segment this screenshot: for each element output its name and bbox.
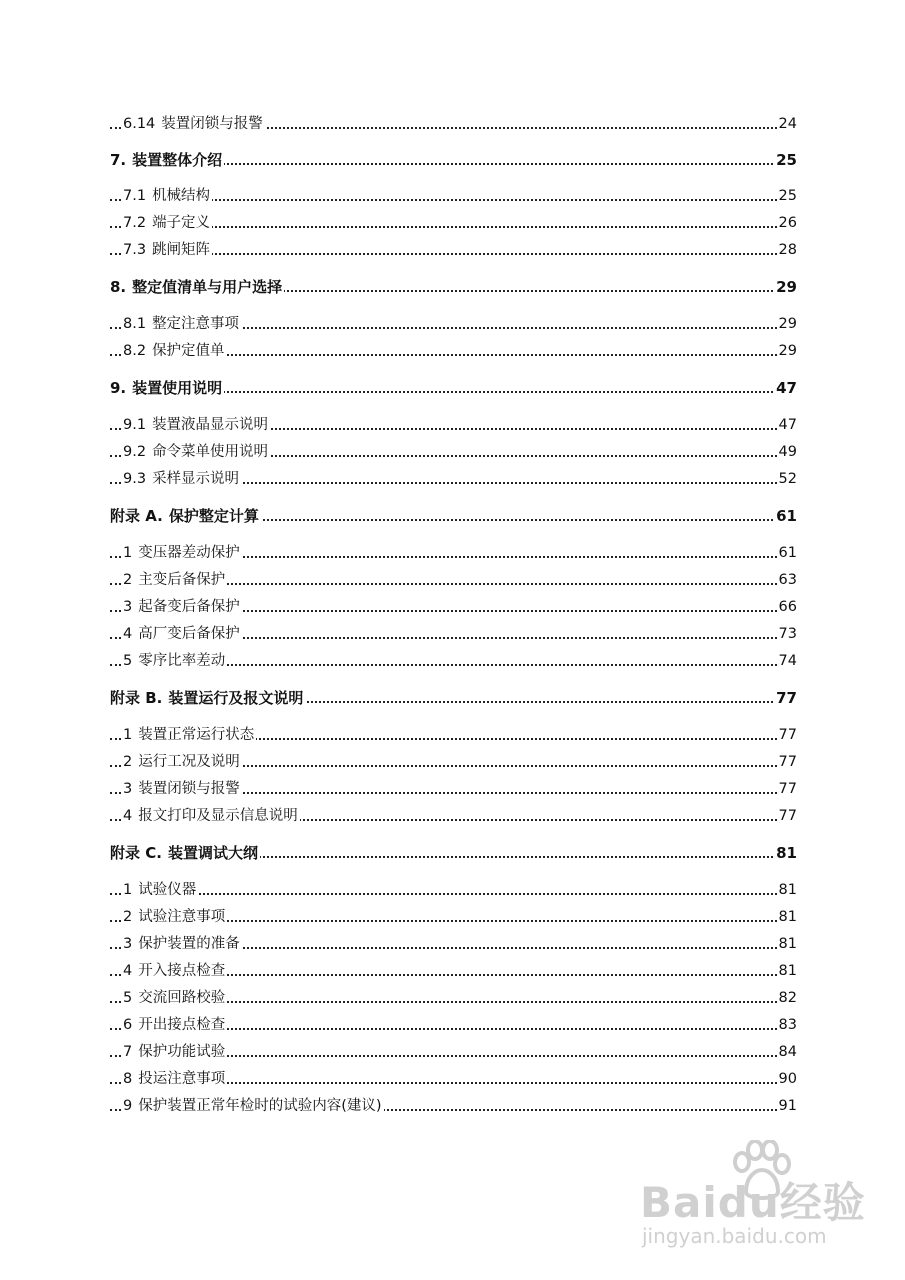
toc-entry	[0, 595, 905, 619]
entry-title: 零序比率差动	[138, 653, 226, 669]
entry-page-number: 24	[777, 112, 797, 136]
entry-page-number: 61	[777, 541, 797, 565]
entry-title: 装置闭锁与报警	[161, 116, 263, 132]
toc-entry	[0, 649, 905, 673]
entry-title: 装置运行及报文说明	[168, 689, 304, 707]
entry-number: 5	[123, 990, 133, 1006]
entry-page-number: 25	[777, 184, 797, 208]
entry-page-number: 77	[777, 804, 797, 828]
entry-number: 1	[123, 882, 133, 898]
toc-entry	[0, 986, 905, 1010]
entry-label	[123, 211, 212, 235]
toc-entry	[0, 238, 905, 262]
toc-entry	[0, 1067, 905, 1091]
toc-entry	[0, 841, 905, 865]
entry-number: 9	[123, 1098, 133, 1114]
toc-entry	[0, 413, 905, 437]
toc-entry	[0, 275, 905, 299]
entry-page-number: 49	[777, 440, 797, 464]
entry-number: 7	[123, 1044, 133, 1060]
entry-number: 3	[123, 936, 133, 952]
entry-number: 8.1	[123, 316, 147, 332]
entry-label	[123, 413, 270, 437]
entry-number: 7.	[110, 151, 127, 169]
toc-entry	[0, 723, 905, 747]
entry-page-number: 52	[777, 467, 797, 491]
entry-number: 7.2	[123, 215, 147, 231]
toc-entry	[0, 804, 905, 828]
entry-title: 投运注意事项	[138, 1071, 226, 1087]
dot-leader	[110, 226, 797, 228]
entry-page-number: 91	[777, 1094, 797, 1118]
entry-label	[123, 1067, 227, 1091]
entry-number: 2	[123, 572, 133, 588]
entry-label	[123, 339, 227, 363]
entry-number: 4	[123, 626, 133, 642]
entry-label	[123, 541, 242, 565]
entry-title: 整定注意事项	[152, 316, 240, 332]
toc-entry	[0, 568, 905, 592]
entry-title: 装置液晶显示说明	[152, 417, 269, 433]
entry-label	[123, 750, 242, 774]
entry-number: 5	[123, 653, 133, 669]
dot-leader	[110, 199, 797, 201]
entry-number: 9.	[110, 379, 127, 397]
entry-number: 8	[123, 1071, 133, 1087]
baidu-watermark	[640, 1140, 870, 1250]
entry-page-number: 63	[777, 568, 797, 592]
entry-title: 试验注意事项	[138, 909, 226, 925]
entry-page-number: 90	[777, 1067, 797, 1091]
entry-title: 报文打印及显示信息说明	[138, 808, 298, 824]
dot-leader	[110, 253, 797, 255]
entry-page-number: 81	[774, 841, 797, 865]
entry-page-number: 66	[777, 595, 797, 619]
entry-title: 试验仪器	[138, 882, 197, 898]
entry-page-number: 28	[777, 238, 797, 262]
entry-number: 6.14	[123, 116, 156, 132]
toc-entry	[0, 504, 905, 528]
watermark-url: jingyan.baidu.com	[642, 1224, 827, 1248]
entry-title: 起备变后备保护	[138, 599, 240, 615]
entry-label	[110, 841, 260, 865]
entry-title: 保护定值单	[152, 343, 225, 359]
dot-leader	[110, 893, 797, 895]
entry-title: 机械结构	[152, 188, 211, 204]
entry-title: 跳闸矩阵	[152, 242, 211, 258]
entry-label	[123, 184, 212, 208]
watermark-brand: Baidu经验	[640, 1178, 866, 1227]
entry-title: 运行工况及说明	[138, 754, 240, 770]
entry-page-number: 29	[777, 312, 797, 336]
entry-label	[123, 595, 242, 619]
entry-label	[123, 622, 242, 646]
entry-page-number: 84	[777, 1040, 797, 1064]
entry-number: 8.2	[123, 343, 147, 359]
entry-number: 2	[123, 754, 133, 770]
toc-entry	[0, 211, 905, 235]
entry-page-number: 82	[777, 986, 797, 1010]
toc-entry	[0, 339, 905, 363]
entry-number: 2	[123, 909, 133, 925]
entry-title: 装置调试大纲	[167, 844, 258, 862]
entry-page-number: 81	[777, 959, 797, 983]
entry-title: 保护装置正常年检时的试验内容(建议)	[138, 1098, 382, 1114]
entry-title: 保护装置的准备	[138, 936, 240, 952]
entry-title: 端子定义	[152, 215, 211, 231]
entry-page-number: 61	[774, 504, 797, 528]
entry-page-number: 29	[777, 339, 797, 363]
toc-entry	[0, 376, 905, 400]
entry-page-number: 77	[777, 777, 797, 801]
toc-entry	[0, 112, 905, 136]
entry-label	[123, 568, 227, 592]
entry-number: 3	[123, 781, 133, 797]
toc-entry	[0, 1094, 905, 1118]
entry-label	[110, 504, 261, 528]
entry-label	[123, 932, 242, 956]
entry-label	[123, 986, 227, 1010]
entry-label	[110, 275, 284, 299]
entry-label	[123, 312, 241, 336]
entry-title: 主变后备保护	[138, 572, 226, 588]
entry-number: 7.3	[123, 242, 147, 258]
entry-title: 装置整体介绍	[132, 151, 223, 169]
toc-entry	[0, 932, 905, 956]
entry-label	[110, 376, 224, 400]
entry-number: 9.2	[123, 444, 147, 460]
entry-label	[123, 112, 265, 136]
toc-entry	[0, 184, 905, 208]
entry-label	[123, 905, 227, 929]
entry-page-number: 81	[777, 905, 797, 929]
entry-title: 装置闭锁与报警	[138, 781, 240, 797]
entry-label	[123, 649, 227, 673]
entry-title: 装置使用说明	[132, 379, 223, 397]
entry-number: 1	[123, 545, 133, 561]
toc-entry	[0, 959, 905, 983]
entry-title: 交流回路校验	[138, 990, 226, 1006]
toc-entry	[0, 750, 905, 774]
entry-page-number: 83	[777, 1013, 797, 1037]
entry-label	[123, 238, 212, 262]
entry-page-number: 47	[777, 413, 797, 437]
entry-title: 高厂变后备保护	[138, 626, 240, 642]
entry-label	[123, 440, 270, 464]
entry-number: 附录 B.	[110, 689, 163, 707]
toc-entry	[0, 777, 905, 801]
toc-entry	[0, 148, 905, 172]
entry-title: 开出接点检查	[138, 1017, 226, 1033]
toc-entry	[0, 1013, 905, 1037]
toc-entry	[0, 312, 905, 336]
entry-number: 8.	[110, 278, 127, 296]
entry-page-number: 25	[774, 148, 797, 172]
entry-number: 3	[123, 599, 133, 615]
entry-page-number: 77	[777, 750, 797, 774]
toc-entry	[0, 467, 905, 491]
entry-page-number: 81	[777, 878, 797, 902]
entry-label	[123, 467, 241, 491]
entry-page-number: 77	[774, 686, 797, 710]
toc-entry	[0, 686, 905, 710]
entry-label	[123, 723, 256, 747]
entry-number: 6	[123, 1017, 133, 1033]
entry-number: 1	[123, 727, 133, 743]
entry-label	[110, 686, 305, 710]
entry-number: 9.1	[123, 417, 147, 433]
entry-title: 变压器差动保护	[138, 545, 240, 561]
entry-title: 开入接点检查	[138, 963, 226, 979]
entry-title: 整定值清单与用户选择	[132, 278, 283, 296]
entry-page-number: 73	[777, 622, 797, 646]
entry-number: 4	[123, 808, 133, 824]
entry-title: 保护功能试验	[138, 1044, 226, 1060]
entry-title: 装置正常运行状态	[138, 727, 255, 743]
entry-number: 4	[123, 963, 133, 979]
toc-entry	[0, 440, 905, 464]
entry-title: 命令菜单使用说明	[152, 444, 269, 460]
entry-label	[123, 959, 227, 983]
entry-number: 7.1	[123, 188, 147, 204]
toc-entry	[0, 622, 905, 646]
entry-page-number: 47	[774, 376, 797, 400]
entry-page-number: 26	[777, 211, 797, 235]
toc-entry	[0, 1040, 905, 1064]
entry-label	[123, 777, 242, 801]
toc-entry	[0, 541, 905, 565]
entry-label	[123, 878, 198, 902]
entry-page-number: 74	[777, 649, 797, 673]
entry-title: 采样显示说明	[152, 471, 240, 487]
toc-entry	[0, 878, 905, 902]
entry-label	[123, 1094, 384, 1118]
entry-page-number: 81	[777, 932, 797, 956]
entry-label	[123, 1040, 227, 1064]
entry-label	[123, 804, 300, 828]
entry-number: 附录 C.	[110, 844, 162, 862]
entry-title: 保护整定计算	[168, 507, 259, 525]
entry-page-number: 77	[777, 723, 797, 747]
toc-entry	[0, 905, 905, 929]
entry-number: 9.3	[123, 471, 147, 487]
entry-label	[123, 1013, 227, 1037]
entry-label	[110, 148, 224, 172]
entry-page-number: 29	[774, 275, 797, 299]
entry-number: 附录 A.	[110, 507, 163, 525]
